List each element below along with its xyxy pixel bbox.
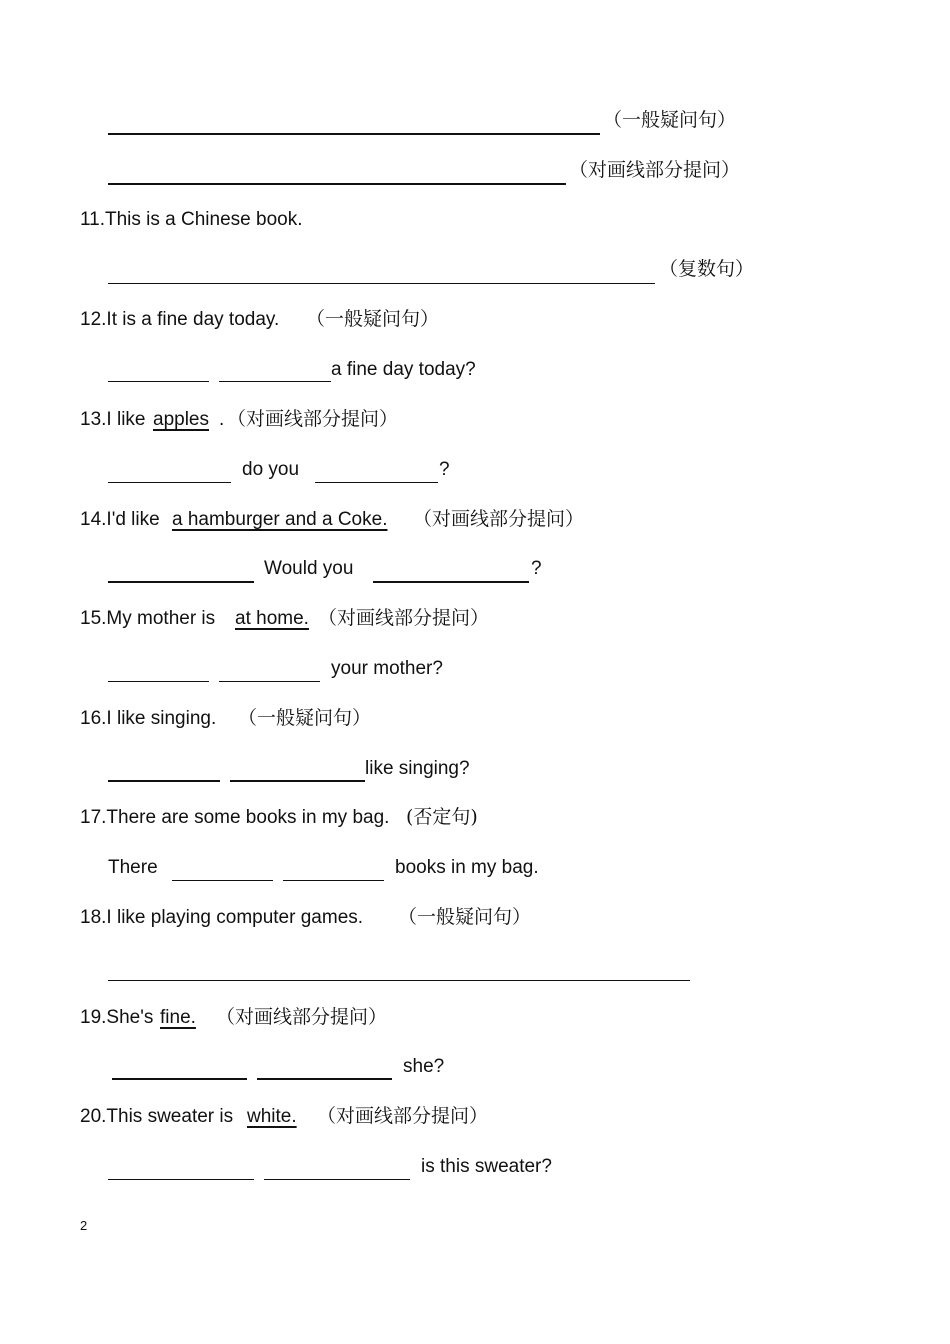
question-15-prefix: 15.My mother is — [80, 608, 216, 629]
question-12: 12.It is a fine day today. — [80, 309, 280, 330]
underlined-part: fine. — [160, 1007, 196, 1028]
instruction-note: （一般疑问句） — [238, 707, 372, 729]
question-11: 11.This is a Chinese book. — [80, 209, 303, 230]
answer-blank[interactable] — [283, 880, 384, 881]
answer-blank[interactable] — [112, 1078, 247, 1080]
question-14-prefix: 14.I'd like — [80, 509, 160, 530]
answer-blank[interactable] — [108, 780, 220, 782]
answer-text: do you — [242, 459, 300, 480]
underlined-part: a hamburger and a Coke. — [172, 509, 388, 530]
instruction-note: (否定句) — [406, 806, 478, 828]
question-16: 16.I like singing. — [80, 708, 217, 729]
answer-text: a fine day today? — [331, 359, 476, 380]
answer-text: she? — [403, 1056, 445, 1077]
answer-blank[interactable] — [373, 581, 529, 583]
answer-blank[interactable] — [108, 980, 690, 981]
answer-blank[interactable] — [108, 681, 209, 682]
answer-blank[interactable] — [108, 283, 655, 284]
answer-text: There — [108, 857, 158, 878]
answer-blank[interactable] — [264, 1179, 410, 1180]
instruction-note: （一般疑问句） — [398, 906, 532, 928]
answer-blank[interactable] — [108, 1179, 254, 1180]
answer-text: is this sweater? — [421, 1156, 552, 1177]
question-17: 17.There are some books in my bag. — [80, 807, 390, 828]
instruction-note: （对画线部分提问） — [413, 508, 585, 530]
question-19-prefix: 19.She's — [80, 1007, 154, 1028]
answer-text: like singing? — [365, 758, 470, 779]
underlined-part: apples — [153, 409, 209, 430]
answer-blank[interactable] — [172, 880, 273, 881]
answer-text: books in my bag. — [395, 857, 539, 878]
instruction-note: （复数句） — [659, 258, 755, 280]
answer-text: your mother? — [331, 658, 443, 679]
instruction-note: （对画线部分提问） — [318, 607, 490, 629]
answer-blank[interactable] — [219, 381, 331, 382]
answer-blank[interactable] — [108, 183, 566, 185]
question-13-suffix: . — [219, 409, 225, 430]
answer-blank[interactable] — [219, 681, 320, 682]
underlined-part: white. — [247, 1106, 297, 1127]
instruction-note: （对画线部分提问） — [227, 408, 399, 430]
answer-blank[interactable] — [108, 381, 209, 382]
question-18: 18.I like playing computer games. — [80, 907, 364, 928]
instruction-note: （一般疑问句） — [306, 308, 440, 330]
answer-blank[interactable] — [108, 482, 231, 483]
answer-blank[interactable] — [230, 780, 365, 782]
answer-text: ? — [439, 459, 450, 480]
instruction-note: （对画线部分提问） — [317, 1105, 489, 1127]
answer-blank[interactable] — [108, 581, 254, 583]
answer-text: ? — [531, 558, 542, 579]
instruction-note: （一般疑问句） — [603, 109, 737, 131]
answer-blank[interactable] — [315, 482, 438, 483]
page-number: 2 — [80, 1218, 88, 1233]
answer-blank[interactable] — [108, 133, 600, 135]
question-20-prefix: 20.This sweater is — [80, 1106, 234, 1127]
underlined-part: at home. — [235, 608, 309, 629]
question-13-prefix: 13.I like — [80, 409, 146, 430]
answer-text: Would you — [264, 558, 354, 579]
answer-blank[interactable] — [257, 1078, 392, 1080]
instruction-note: （对画线部分提问） — [216, 1006, 388, 1028]
instruction-note: （对画线部分提问） — [569, 159, 741, 181]
